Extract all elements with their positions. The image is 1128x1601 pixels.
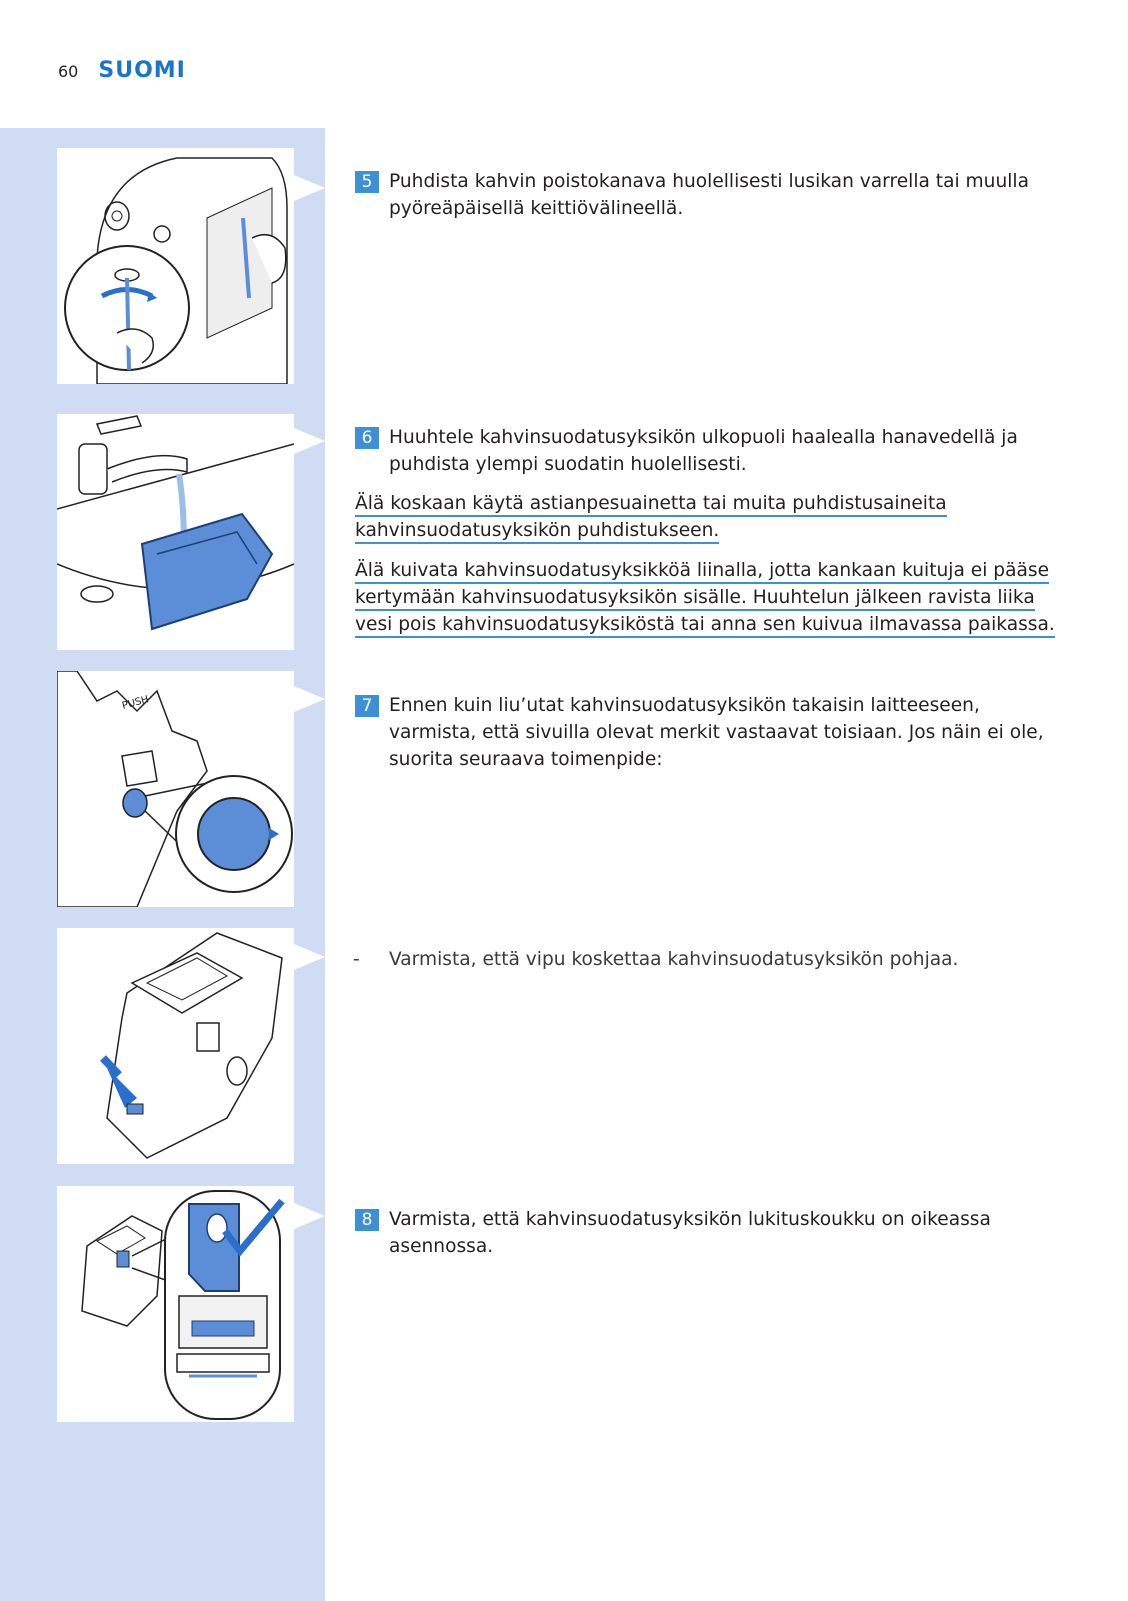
figure-pointer (294, 428, 325, 454)
warning-line: kahvinsuodatusyksikön puhdistukseen. (355, 520, 719, 544)
figure-pointer (294, 175, 325, 201)
step-number-badge: 8 (355, 1209, 379, 1231)
step-8 (355, 1206, 1065, 1260)
bullet-text: Varmista, että vipu koskettaa kahvinsuodatusyksikön pohjaa. (389, 949, 959, 970)
figure-rinse-unit (57, 414, 294, 650)
step-text: Ennen kuin liu’utat kahvinsuodatusyksikön takaisin laitteeseen, varmista, että sivuilla olevat merkit vastaavat toisiaan. Jos näin ei ole, suorita seuraava toimenpide: (389, 695, 1044, 770)
page-header (58, 58, 186, 88)
step-text: Varmista, että kahvinsuodatusyksikön lukituskoukku on oikeassa asennossa. (389, 1209, 991, 1257)
step-number-badge: 6 (355, 427, 379, 449)
lever-position-illustration (57, 928, 294, 1164)
page-number: 60 (58, 62, 79, 81)
warning-line: Älä koskaan käytä astianpesuainetta tai muita puhdistusaineita (355, 493, 947, 517)
figure-locking-hook (57, 1186, 294, 1422)
warning-line: Älä kuivata kahvinsuodatusyksikköä liinalla, jotta kankaan kuituja ei pääse (355, 560, 1049, 584)
section-title: SUOMI (98, 58, 186, 83)
step-text: Puhdista kahvin poistokanava huolellisesti lusikan varrella tai muulla pyöreäpäisellä keittiövälineellä. (389, 171, 1029, 219)
alignment-marks-illustration (57, 671, 294, 907)
warning-line: kertymään kahvinsuodatusyksikön sisälle. Huuhtelun jälkeen ravista liika (355, 587, 1035, 611)
warning-no-towel (355, 557, 1055, 638)
figure-clean-outlet (57, 148, 294, 384)
sub-step-bullet (353, 946, 958, 973)
step-5 (355, 168, 1065, 222)
push-label: PUSH (120, 694, 151, 712)
step-text: Huuhtele kahvinsuodatusyksikön ulkopuoli haalealla hanavedellä ja puhdista ylempi suodatin huolellisesti. (389, 427, 1018, 475)
clean-outlet-illustration (57, 148, 294, 384)
step-6 (355, 424, 1065, 478)
figure-pointer (294, 686, 325, 712)
step-number-badge: 5 (355, 171, 379, 193)
rinse-unit-illustration (57, 414, 294, 650)
bullet-dash: - (353, 949, 360, 970)
locking-hook-illustration (57, 1186, 294, 1422)
warning-line: vesi pois kahvinsuodatusyksiköstä tai anna sen kuivua ilmavassa paikassa. (355, 614, 1055, 638)
step-7 (355, 692, 1065, 773)
figure-pointer (294, 944, 325, 970)
figure-lever-position (57, 928, 294, 1164)
warning-no-detergent (355, 490, 947, 544)
figure-alignment-marks (57, 671, 294, 907)
figure-pointer (294, 1203, 325, 1229)
step-number-badge: 7 (355, 695, 379, 717)
